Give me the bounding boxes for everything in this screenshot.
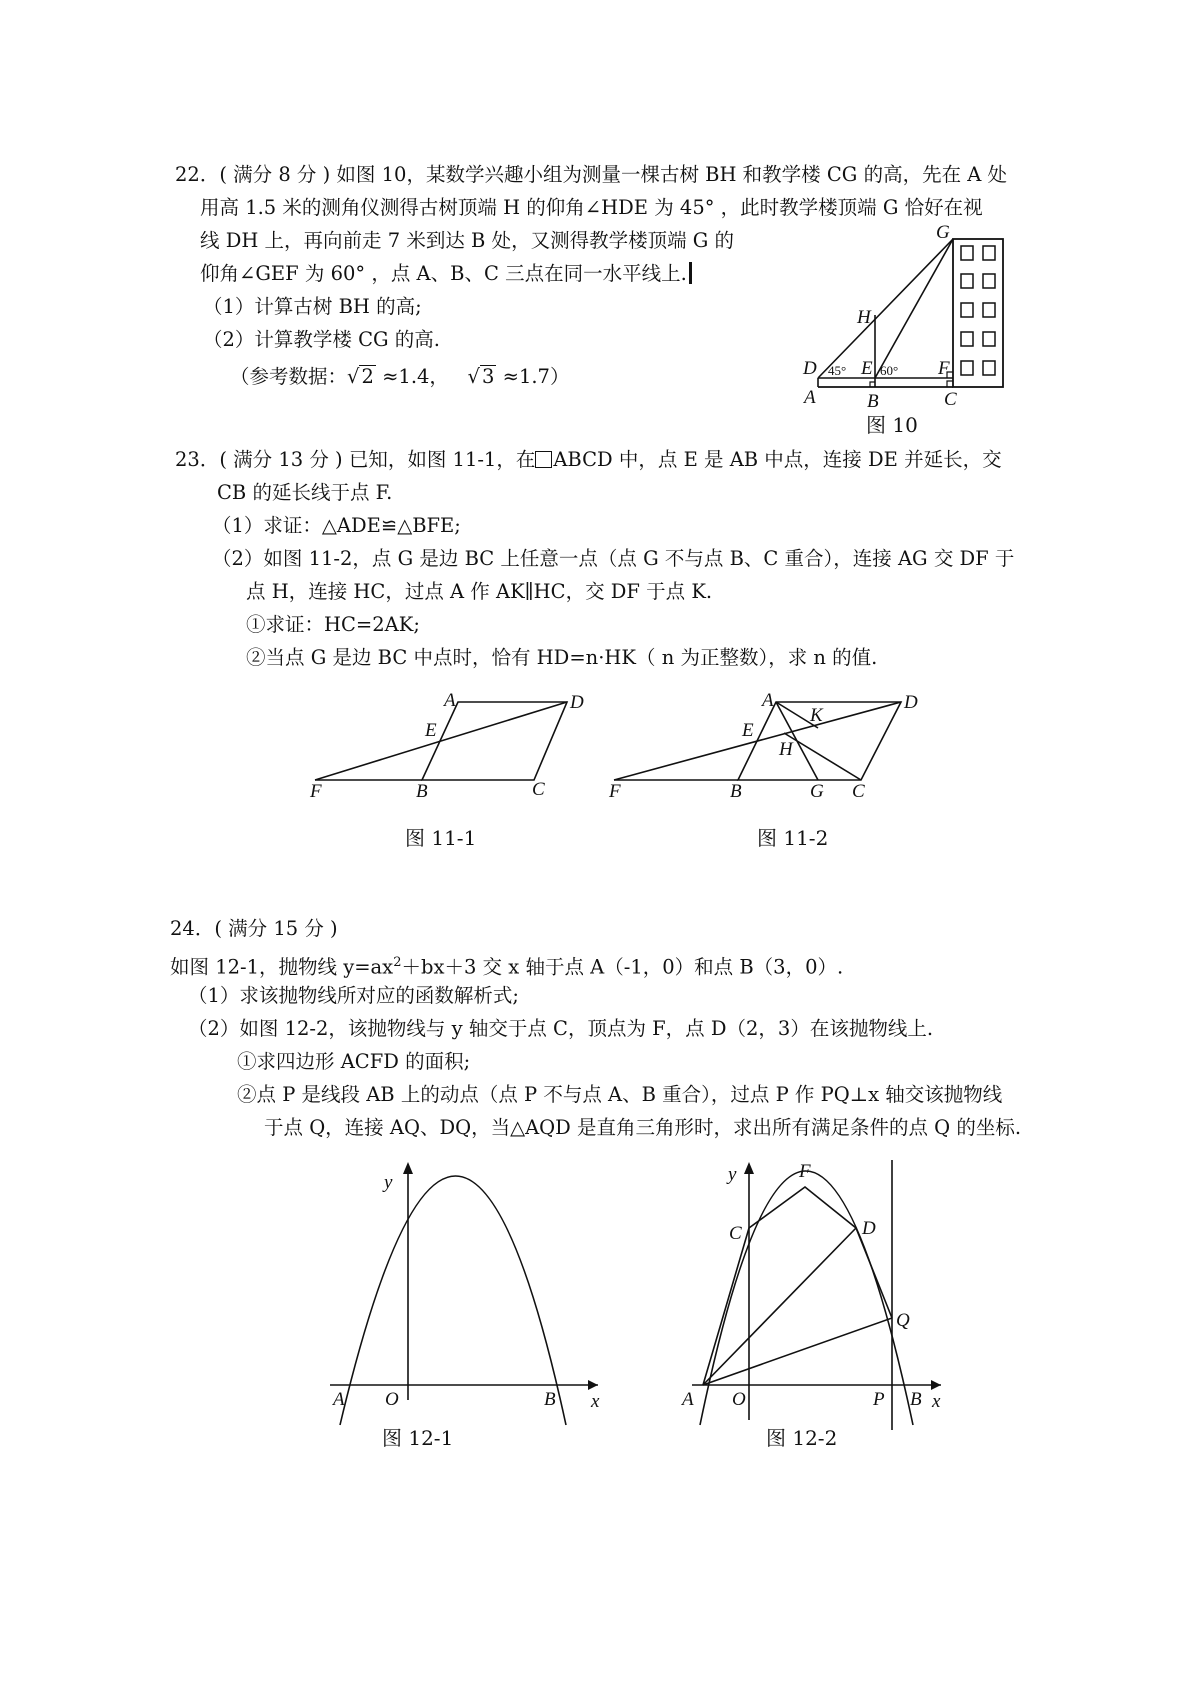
label-A: A xyxy=(762,690,774,711)
q23-part-2: ②当点 G 是边 BC 中点时，恰有 HD=n·HK（ n 为正整数），求 n 的值. xyxy=(246,646,878,669)
quadrilateral-ACFD xyxy=(703,1187,856,1385)
label-K: K xyxy=(810,705,823,726)
y-axis-arrow xyxy=(744,1162,754,1174)
label-E: E xyxy=(425,720,437,741)
label-x: x xyxy=(932,1391,941,1412)
q22-line-3: 线 DH 上，再向前走 7 米到达 B 处，又测得教学楼顶端 G 的 xyxy=(200,229,735,252)
q23-line-2: CB 的延长线于点 F. xyxy=(217,481,393,504)
angle-45-label: 45° xyxy=(828,363,847,378)
label-A: A xyxy=(333,1389,345,1410)
figure-10-caption: 图 10 xyxy=(866,413,918,437)
q23-part-1: ①求证：HC=2AK; xyxy=(246,613,420,636)
label-B: B xyxy=(730,781,742,802)
label-G: G xyxy=(936,222,950,243)
label-F: F xyxy=(938,358,950,379)
reference-value-2: ≈1.7） xyxy=(502,365,570,388)
label-D: D xyxy=(570,692,584,713)
label-O: O xyxy=(385,1389,399,1410)
q22-subquestion-2: （2）计算教学楼 CG 的高. xyxy=(203,328,440,351)
q23-subquestion-2-cont: 点 H，连接 HC，过点 A 作 AK∥HC，交 DF 于点 K. xyxy=(246,580,713,603)
figure-12-1-caption: 图 12-1 xyxy=(382,1426,454,1450)
q23-line-1: 23．( 满分 13 分 ) 已知，如图 11-1，在 ABCD 中，点 E 是 AB 中点，连接 DE 并延长，交 xyxy=(175,448,1002,471)
label-B: B xyxy=(867,391,879,412)
q24-stem: 如图 12-1，抛物线 $y=ax^2+bx+3$ 交 x 轴于点 A（-1，0）和点 B（3，0）. xyxy=(170,955,844,979)
q24-part-2-cont: 于点 Q，连接 AQ、DQ，当△AQD 是直角三角形时，求出所有满足条件的点 Q 的坐标. xyxy=(264,1116,1022,1139)
figure-12-2-caption: 图 12-2 xyxy=(766,1426,838,1450)
label-F: F xyxy=(310,781,322,802)
q22-line-2: 用高 1.5 米的测角仪测得古树顶端 H 的仰角∠HDE 为 45° ，此时教学楼顶端 G 恰好在视 xyxy=(200,196,983,219)
label-D: D xyxy=(862,1218,876,1239)
line-AQ xyxy=(703,1318,892,1385)
exponent: 2 xyxy=(393,955,402,970)
reference-prefix: （参考数据： xyxy=(230,365,348,388)
sqrt-sign: √ xyxy=(467,365,480,388)
sqrt-sign: √ xyxy=(347,365,360,388)
x-axis-arrow xyxy=(931,1380,941,1390)
label-C: C xyxy=(944,389,957,410)
label-y: y xyxy=(384,1172,393,1193)
label-F: F xyxy=(799,1161,811,1182)
label-x: x xyxy=(591,1391,600,1412)
label-C: C xyxy=(729,1223,742,1244)
parabola xyxy=(700,1171,913,1425)
label-y: y xyxy=(728,1164,737,1185)
sqrt-2: 2 xyxy=(361,365,374,388)
label-B: B xyxy=(416,781,428,802)
label-G: G xyxy=(810,781,824,802)
label-H: H xyxy=(779,739,793,760)
q23-subquestion-2: （2）如图 11-2，点 G 是边 BC 上任意一点（点 G 不与点 B、C 重合），连接 AG 交 DF 于 xyxy=(212,547,1015,570)
q24-subquestion-1: （1）求该抛物线所对应的函数解析式; xyxy=(188,984,519,1007)
label-H: H xyxy=(857,307,871,328)
label-E: E xyxy=(861,358,873,379)
label-A: A xyxy=(444,690,456,711)
figure-11-2-caption: 图 11-2 xyxy=(757,826,829,850)
label-D: D xyxy=(803,358,817,379)
reference-value-1: ≈1.4， xyxy=(382,365,449,388)
label-F: F xyxy=(609,781,621,802)
label-Q: Q xyxy=(896,1310,910,1331)
sqrt-3: 3 xyxy=(481,365,495,388)
angle-60-label: 60° xyxy=(880,363,899,378)
label-D: D xyxy=(904,692,918,713)
figure-11-1-caption: 图 11-1 xyxy=(405,826,477,850)
label-A: A xyxy=(682,1389,694,1410)
label-C: C xyxy=(852,781,865,802)
q22-line-1: 22．( 满分 8 分 ) 如图 10，某数学兴趣小组为测量一棵古树 BH 和教学楼 CG 的高，先在 A 处 xyxy=(175,163,1008,186)
label-P: P xyxy=(873,1389,885,1410)
label-B: B xyxy=(910,1389,922,1410)
label-E: E xyxy=(742,720,754,741)
label-A: A xyxy=(804,387,816,408)
label-O: O xyxy=(732,1389,746,1410)
label-B: B xyxy=(544,1389,556,1410)
label-C: C xyxy=(532,779,545,800)
q24-part-1: ①求四边形 ACFD 的面积; xyxy=(237,1050,471,1073)
q24-subquestion-2: （2）如图 12-2，该抛物线与 y 轴交于点 C，顶点为 F，点 D（2，3）在该抛物线上. xyxy=(188,1017,934,1040)
line-DQ xyxy=(856,1228,892,1318)
q24-title: 24．( 满分 15 分 ) xyxy=(170,917,338,940)
q22-line-4: 仰角∠GEF 为 60° ，点 A、B、C 三点在同一水平线上. xyxy=(200,259,692,289)
q23-subquestion-1: （1）求证：△ADE≌△BFE; xyxy=(212,514,461,537)
q22-subquestion-1: （1）计算古树 BH 的高; xyxy=(203,295,422,318)
q24-part-2: ②点 P 是线段 AB 上的动点（点 P 不与点 A、B 重合），过点 P 作 PQ⊥x 轴交该抛物线 xyxy=(237,1083,1003,1106)
